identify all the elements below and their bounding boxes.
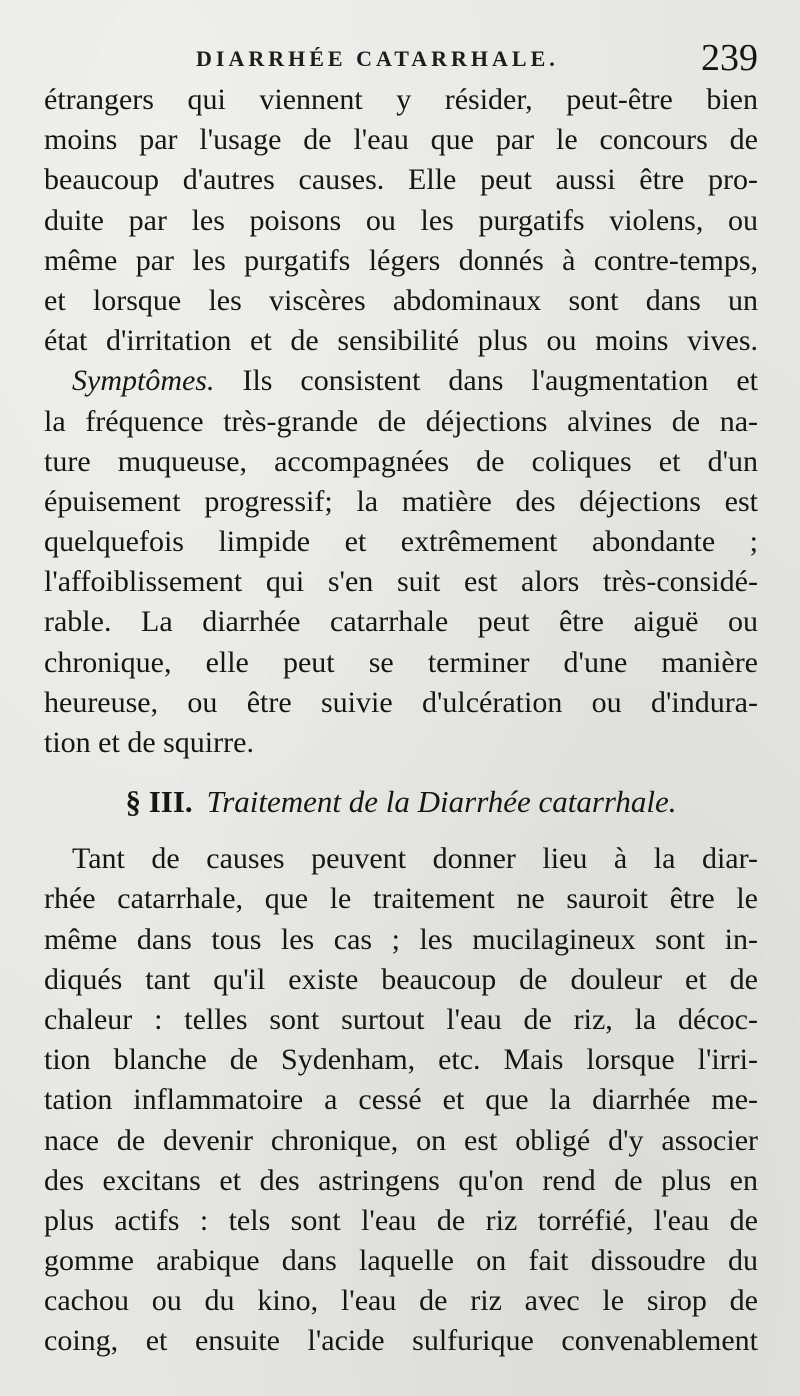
text-line: tation inflammatoire a cessé et que la diarrhée me- [44, 1083, 758, 1117]
text-line: quelquefois limpide et extrêmement abondante ; [44, 525, 758, 559]
section-heading [44, 781, 758, 823]
text-line: des excitans et des astringens qu'on rend de plus en [44, 1163, 758, 1197]
spacer [44, 823, 758, 839]
text-line: beaucoup d'autres causes. Elle peut aussi être pro- [44, 163, 758, 197]
text-line: chaleur : telles sont surtout l'eau de riz, la décoc- [44, 1002, 758, 1036]
paragraph-treatment [44, 839, 758, 1361]
spacer [44, 763, 758, 781]
text-line: duite par les poisons ou les purgatifs violens, ou [44, 203, 758, 237]
text-line: ture muqueuse, accompagnées de coliques et d'un [44, 444, 758, 478]
running-title: DIARRHÉE CATARRHALE. [196, 46, 559, 71]
text-line: cachou ou du kino, l'eau de riz avec le sirop de [44, 1284, 758, 1318]
page-number: 239 [701, 37, 758, 79]
text-line: même dans tous les cas ; les mucilagineux sont in- [44, 922, 758, 956]
text-line: épuisement progressif; la matière des déjections est [44, 484, 758, 518]
body-text [44, 80, 758, 1362]
symptoms-label: Symptômes. [72, 364, 215, 398]
text-line: diqués tant qu'il existe beaucoup de douleur et de [44, 962, 758, 996]
text-line: étrangers qui viennent y résider, peut-être bien [44, 83, 758, 116]
text-line [44, 361, 758, 401]
running-head [0, 36, 800, 86]
paragraph-continuation [44, 80, 758, 361]
text-line: heureuse, ou être suivie d'ulcération ou d'indura- [44, 685, 758, 719]
text-line: nace de devenir chronique, on est obligé d'y associer [44, 1123, 758, 1157]
section-title: Traitement de la Diarrhée catarrhale. [206, 784, 677, 820]
text-line: plus actifs : tels sont l'eau de riz torréfié, l'eau de [44, 1203, 758, 1237]
text-fragment: Ils consistent dans l'augmentation et [214, 364, 758, 398]
section-number: § III. [125, 784, 193, 820]
text-line: tion et de squirre. [44, 726, 254, 759]
text-line: moins par l'usage de l'eau que par le concours de [44, 123, 758, 157]
text-line: gomme arabique dans laquelle on fait dissoudre du [44, 1244, 758, 1278]
text-line: tion blanche de Sydenham, etc. Mais lorsque l'irri- [44, 1043, 758, 1077]
text-line: la fréquence très-grande de déjections alvines de na- [44, 404, 758, 438]
text-line: coing, et ensuite l'acide sulfurique convenablement [44, 1324, 758, 1358]
text-line: l'affoiblissement qui s'en suit est alors très-considé- [44, 565, 758, 599]
text-line: et lorsque les viscères abdominaux sont dans un [44, 283, 758, 317]
text-line: état d'irritation et de sensibilité plus ou moins vives. [44, 324, 758, 358]
text-line: rhée catarrhale, que le traitement ne sauroit être le [44, 882, 758, 916]
text-line: même par les purgatifs légers donnés à contre-temps, [44, 243, 758, 277]
text-line: chronique, elle peut se terminer d'une manière [44, 645, 758, 679]
text-line: rable. La diarrhée catarrhale peut être aiguë ou [44, 605, 758, 639]
paragraph-symptoms [44, 361, 758, 763]
text-line: Tant de causes peuvent donner lieu à la diar- [72, 842, 758, 876]
